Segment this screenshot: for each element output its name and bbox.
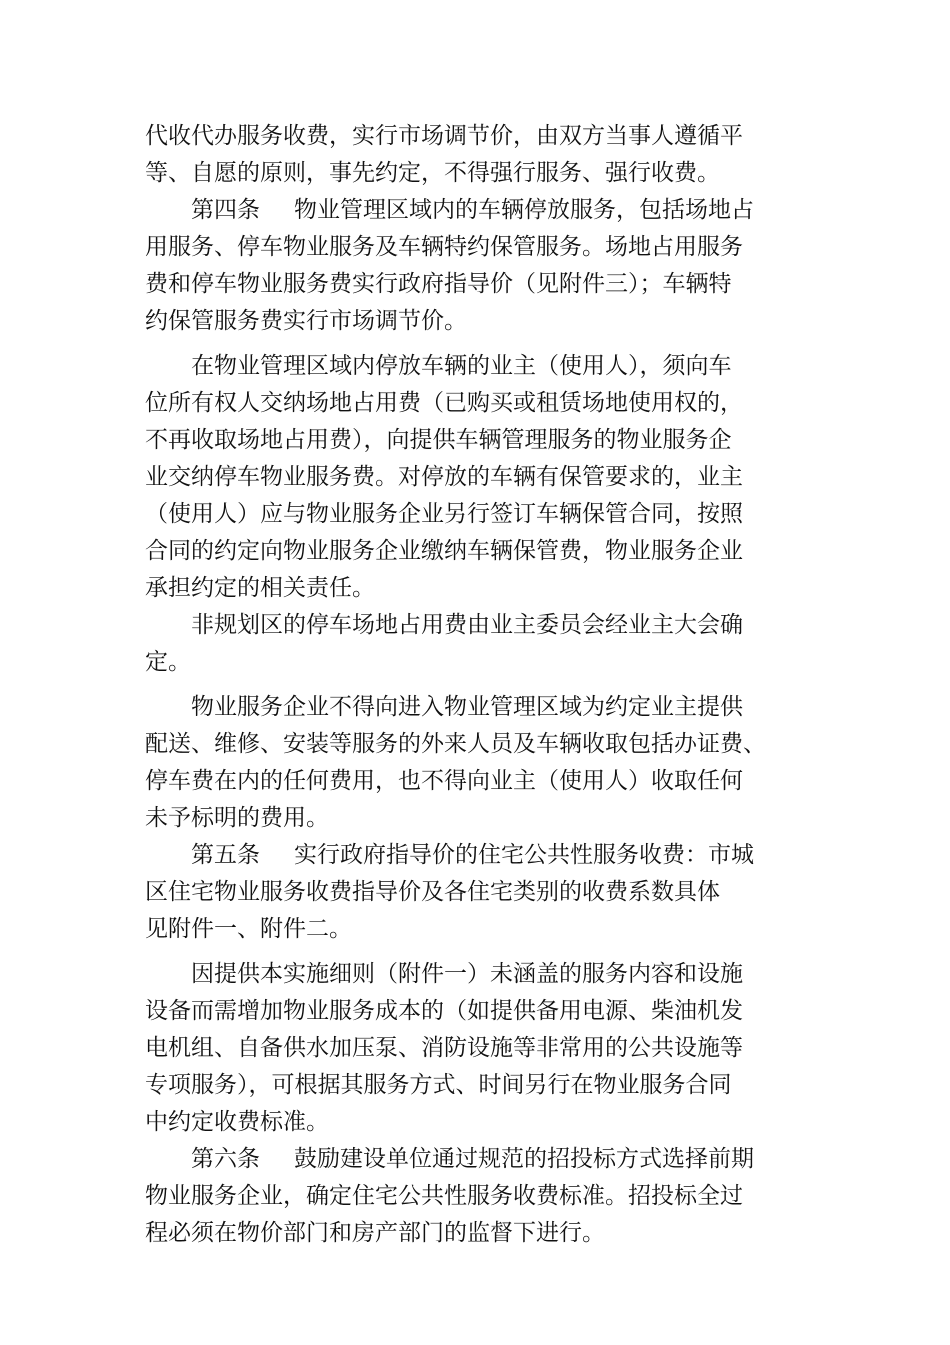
article-number: 第五条 (191, 842, 260, 868)
text-line: 停车费在内的任何费用，也不得向业主（使用人）收取任何 (145, 768, 743, 794)
text-line: 物业管理区域内的车辆停放服务，包括场地占 (294, 197, 754, 223)
article-number: 第六条 (191, 1146, 260, 1172)
paragraph-gap (145, 681, 765, 689)
text-line: 约保管服务费实行市场调节价。 (145, 308, 467, 334)
text-line: 代收代办服务收费，实行市场调节价，由双方当事人遵循平 (145, 123, 743, 149)
text-line: 位所有权人交纳场地占用费（已购买或租赁场地使用权的， (145, 390, 743, 416)
text-line: 在物业管理区域内停放车辆的业主（使用人），须向车 (191, 353, 732, 379)
text-line: 因提供本实施细则（附件一）未涵盖的服务内容和设施 (191, 961, 743, 987)
text-line: 中约定收费标准。 (145, 1109, 329, 1135)
text-line: 业交纳停车物业服务费。对停放的车辆有保管要求的，业主 (145, 464, 743, 490)
text-line: 费和停车物业服务费实行政府指导价（见附件三）；车辆特 (145, 271, 732, 297)
text-line: 鼓励建设单位通过规范的招投标方式选择前期 (294, 1146, 754, 1172)
article-number: 第四条 (191, 197, 260, 223)
text-line: 承担约定的相关责任。 (145, 575, 375, 601)
text-line: 电机组、自备供水加压泵、消防设施等非常用的公共设施等 (145, 1035, 743, 1061)
text-line: 定。 (145, 649, 191, 675)
text-line: 程必须在物价部门和房产部门的监督下进行。 (145, 1220, 605, 1246)
text-line: （使用人）应与物业服务企业另行签订车辆保管合同，按照 (145, 501, 743, 527)
text-line: 不再收取场地占用费），向提供车辆管理服务的物业服务企 (145, 427, 732, 453)
document-body (145, 118, 765, 1252)
text-line: 物业服务企业不得向进入物业管理区域为约定业主提供 (191, 694, 743, 720)
text-line: 未予标明的费用。 (145, 805, 329, 831)
article-4-heading-line (145, 192, 765, 229)
text-line: 设备而需增加物业服务成本的（如提供备用电源、柴油机发 (145, 998, 743, 1024)
text-line: 用服务、停车物业服务及车辆特约保管服务。场地占用服务 (145, 234, 743, 260)
paragraph-gap (145, 948, 765, 956)
article-5-heading-line (145, 837, 765, 874)
text-line: 合同的约定向物业服务企业缴纳车辆保管费，物业服务企业 (145, 538, 743, 564)
text-line: 配送、维修、安装等服务的外来人员及车辆收取包括办证费、 (145, 731, 766, 757)
text-line: 非规划区的停车场地占用费由业主委员会经业主大会确 (191, 612, 743, 638)
text-line: 见附件一、附件二。 (145, 916, 352, 942)
text-line: 专项服务），可根据其服务方式、时间另行在物业服务合同 (145, 1072, 732, 1098)
text-line: 物业服务企业，确定住宅公共性服务收费标准。招投标全过 (145, 1183, 743, 1209)
text-line: 实行政府指导价的住宅公共性服务收费：市城 (294, 842, 754, 868)
article-6-heading-line (145, 1141, 765, 1178)
text-line: 等、自愿的原则，事先约定，不得强行服务、强行收费。 (145, 160, 720, 186)
paragraph-gap (145, 340, 765, 348)
text-line: 区住宅物业服务收费指导价及各住宅类别的收费系数具体 (145, 879, 720, 905)
